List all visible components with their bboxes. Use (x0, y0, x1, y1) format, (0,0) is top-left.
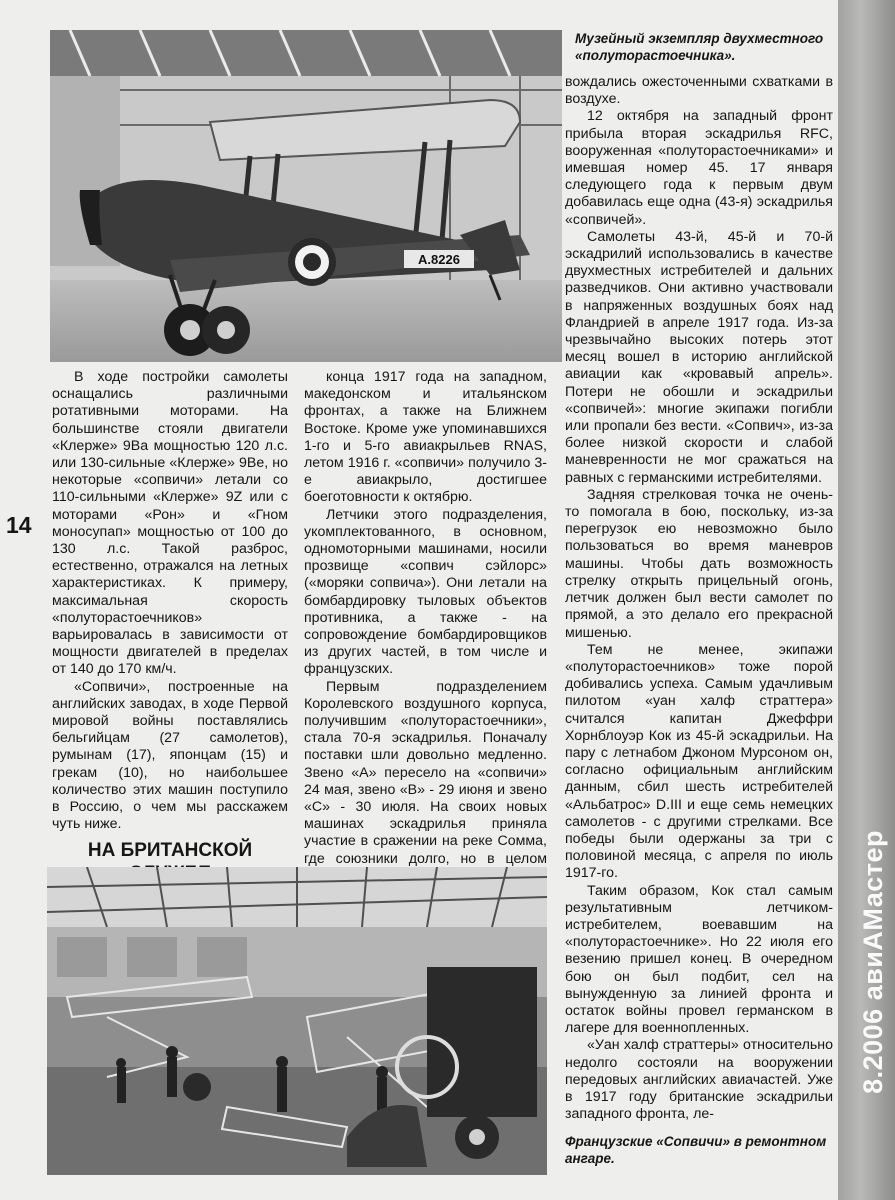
paragraph: Первым подразделением Королевского воздушного корпуса, получившим «полуторастоечники», стала 70-я эскадрилья. Поначалу поставки шли довольно медленно. Звено «А» пересело на «сопвичи» 24 мая, звено «В» - 29 июня и звено «С» - 30 июля. На своих новых машинах эскадрилья приняла участие в сражении на реке Сомма, где союзники долго, но в целом (304, 678, 547, 867)
article-column-2 (304, 369, 547, 920)
paragraph: Летчики этого подразделения, укомплектованного, в основном, одномоторными машинами, носили прозвище «сопвич сэйлорс» («моряки сопвича»). Они летали на бомбардировку тыловых объектов противника, а также - на сопровождение бомбардировщиков из других частей, в том числе и французских. (304, 506, 547, 678)
hangar-photo-image (47, 867, 547, 1175)
museum-photo-image (50, 30, 562, 362)
aircraft-serial: A.8226 (418, 252, 460, 267)
paragraph: вождались ожесточенными схватками в воздухе. (565, 74, 833, 108)
paragraph: «Сопвичи», построенные на английских заводах, в ходе Первой мировой войны поставлялись бельгийцам (27 самолетов), румынам (17), японцам (15) и грекам (10), но наибольшее количество этих машин поступило в Россию, о чем мы расскажем чуть ниже. (52, 678, 288, 833)
paragraph: Тем не менее, экипажи «полуторастоечников» тоже порой добивались успеха. Самым удачливым пилотом «уан халф страттера» считался капитан Джеффри Хорнблоуэр Кок из 45-й эскадрильи. На пару с летнабом Джоном Мурсоном он, согласно официальным английским данным, сбил шесть истребителей «Альбатрос» D.III и еще семь немецких самолетов - с другими стрелками. Все победы были одержаны за три с половиной месяца, с апреля по июль 1917-го. (565, 641, 833, 882)
paragraph: 12 октября на западный фронт прибыла вторая эскадрилья RFC, вооруженная «полуторастоечниками» и имевшая номер 45. 17 января следующего года к первым двум добавилась еще одна (43-я) эскадрилья «сопвичей». (565, 108, 833, 228)
paragraph: В ходе постройки самолеты оснащались различными ротативными моторами. На большинстве стояли двигатели «Клерже» 9Ва мощностью 120 л.с. или 130-сильные «Клерже» 9Ве, но некоторые «сопвичи» летали со 110-сильными «Клерже» 9Z или с моторами «Рон» и «Гном моносупап» мощностью от 100 до 130 л.с. Такой разброс, естественно, отражался на летных характеристиках. К примеру, максимальная скорость «полуторастоечников» варьировалась в зависимости от мощности двигателей в пределах от 140 до 170 км/ч. (52, 369, 288, 678)
paragraph: Самолеты 43-й, 45-й и 70-й эскадрилий использовались в качестве двухместных истребителей и дальних разведчиков. Они активно участвовали в напряженных воздушных боях над Фландрией в апреле 1917 года. Из-за чрезвычайно высоких потерь этот месяц вошел в историю английской авиации как «кровавый апрель». Потери не обошли и эскадрильи «сопвичей»: многие экипажи погибли или пропали без вести. «Сопвич», из-за более низкой скорости и слабой маневренности не мог сражаться на равных с германскими истребителями. (565, 228, 833, 486)
paragraph: «Уан халф страттеры» относительно недолго состояли на вооружении передовых английских авиачастей. Уже в 1917 году британские эскадрильи западного фронта, ле- (565, 1037, 833, 1123)
museum-photo-caption: Музейный экземпляр двухместного «полуторастоечника». (575, 31, 824, 63)
page-number: 14 (6, 512, 32, 538)
article-column-3 (565, 74, 833, 1123)
museum-photo (50, 30, 562, 362)
paragraph: конца 1917 года на западном, македонском и итальянском фронтах, а также на Ближнем Востоке. Кроме уже упоминавшихся 1-го и 5-го авиакрыльев RNAS, летом 1916 г. «сопвичи» получило 3-е авиакрыло, достигшее боеготовности к октябрю. (304, 369, 547, 506)
section-heading: НА БРИТАНСКОЙ (87, 840, 253, 862)
paragraph: Таким образом, Кок стал самым результативным летчиком-истребителем, воевавшим на «полуторастоечнике». Но 22 июля его везению пришел конец. В очередном бою он был подбит, сел на вынужденную за линией фронта и остаток войны провел германском в лагере для военнопленных. (565, 882, 833, 1037)
hangar-photo-caption: Французские «Сопвичи» в ремонтном ангаре. (565, 1134, 827, 1166)
paragraph: Задняя стрелковая точка не очень-то помогала в бою, поскольку, из-за перегрузок ею невозможно было пользоваться во время маневров машины. Чтобы дать возможность стрелку открыть прицельный огонь, летчик должен был вести самолет по прямой, а это делало его прекрасной мишенью. (565, 486, 833, 641)
issue-label: 8.2006 авиАМастер (858, 830, 888, 1094)
hangar-photo (47, 867, 547, 1175)
